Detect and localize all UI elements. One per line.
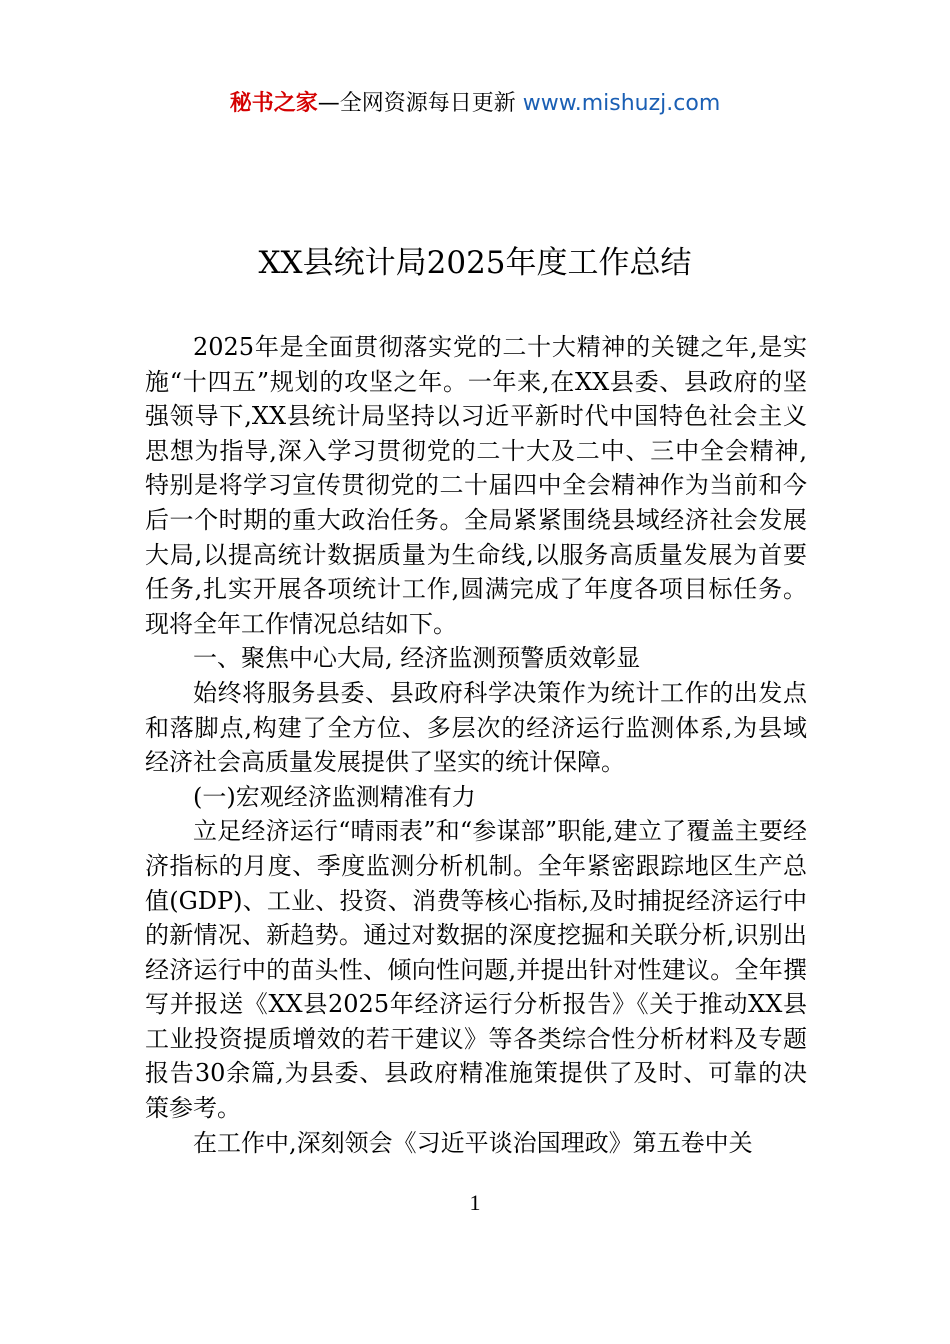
site-header [0, 88, 950, 120]
body-paragraph: 在工作中,深刻领会《习近平谈治国理政》第五卷中关 [193, 1128, 753, 1157]
subsection-heading-1: (一)宏观经济监测精准有力 [193, 782, 476, 811]
section-heading-1: 一、聚焦中心大局, 经济监测预警质效彰显 [193, 644, 641, 673]
document-title: XX县统计局2025年度工作总结 [258, 245, 692, 281]
body-paragraph: 立足经济运行“晴雨表”和“参谋部”职能,建立了覆盖主要经济指标的月度、季度监测分析机制。全年紧密跟踪地区生产总值(GDP)、工业、投资、消费等核心指标,及时捕捉经济运行中的新情况、新趋势。通过对数据的深度挖掘和关联分析,识别出经济运行中的苗头性、倾向性问题,并提出针对性建议。全年撰写并报送《XX县2025年经济运行分析报告》《关于推动XX县工业投资提质增效的若干建议》等各类综合性分析材料及专题报告30余篇,为县委、县政府精准施策提供了及时、可靠的决策参考。 [145, 817, 807, 1123]
page-number: 1 [469, 1190, 481, 1215]
site-url-link[interactable]: www.mishuzj.com [522, 91, 721, 116]
intro-paragraph: 2025年是全面贯彻落实党的二十大精神的关键之年,是实施“十四五”规划的攻坚之年。一年来,在XX县委、县政府的坚强领导下,XX县统计局坚持以习近平新时代中国特色社会主义思想为指导,深入学习贯彻党的二十大及二中、三中全会精神,特别是将学习宣传贯彻党的二十届四中全会精神作为当前和今后一个时期的重大政治任务。全局紧紧围绕县域经济社会发展大局,以提高统计数据质量为生命线,以服务高质量发展为首要任务,扎实开展各项统计工作,圆满完成了年度各项目标任务。现将全年工作情况总结如下。 [145, 333, 807, 638]
brand-name: 秘书之家 [229, 91, 318, 116]
header-tagline: —全网资源每日更新 [317, 91, 523, 116]
body-paragraph: 始终将服务县委、县政府科学决策作为统计工作的出发点和落脚点,构建了全方位、多层次的经济运行监测体系,为县域经济社会高质量发展提供了坚实的统计保障。 [145, 678, 807, 777]
document-body [145, 330, 807, 1160]
